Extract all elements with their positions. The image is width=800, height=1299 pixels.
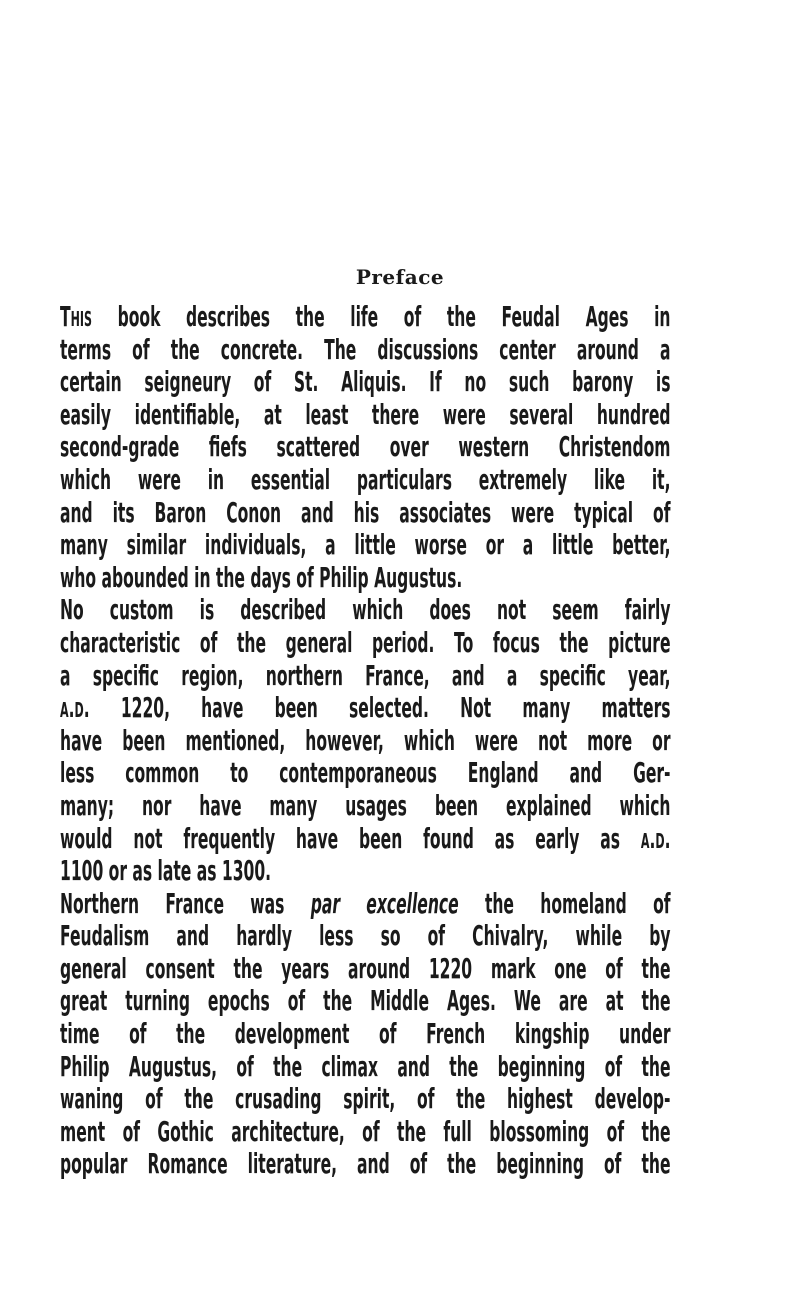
text-line: ment of Gothic architecture, of the full blossoming of the	[60, 1114, 671, 1148]
text-line: less common to contemporaneous England and Ger-	[60, 756, 671, 790]
text-line: popular Romance literature, and of the beginning of the	[60, 1147, 671, 1181]
text-line: terms of the concrete. The discussions center around a	[60, 332, 671, 366]
preface-body	[60, 301, 671, 1181]
text-line: No custom is described which does not seem fairly	[60, 593, 671, 627]
text-line: a specific region, northern France, and a specific year,	[60, 658, 671, 692]
text-line: a.d. 1220, have been selected. Not many matters	[60, 691, 671, 725]
text-line: which were in essential particulars extremely like it,	[60, 462, 671, 496]
text-line: waning of the crusading spirit, of the highest develop-	[60, 1082, 671, 1116]
text-line: Philip Augustus, of the climax and the beginning of the	[60, 1049, 671, 1083]
text-line: 1100 or as late as 1300.	[60, 854, 272, 888]
text-line: time of the development of French kingship under	[60, 1017, 671, 1051]
text-line: great turning epochs of the Middle Ages. We are at the	[60, 984, 671, 1018]
text-line: would not frequently have been found as early as a.d.	[60, 821, 671, 855]
text-line: characteristic of the general period. To focus the picture	[60, 625, 671, 659]
text-line: easily identifiable, at least there were several hundred	[60, 397, 671, 431]
text-line: This book describes the life of the Feudal Ages in	[60, 300, 671, 333]
text-line: Feudalism and hardly less so of Chivalry, while by	[60, 919, 671, 953]
text-line: and its Baron Conon and his associates were typical of	[60, 495, 671, 529]
text-line: second-grade fiefs scattered over western Christendom	[60, 430, 671, 464]
text-line: certain seigneury of St. Aliquis. If no such barony is	[60, 365, 671, 399]
text-line: have been mentioned, however, which were not more or	[60, 723, 671, 757]
text-line: who abounded in the days of Philip Augustus.	[60, 560, 463, 594]
text-line: general consent the years around 1220 mark one of the	[60, 951, 671, 985]
page-title: Preface	[355, 265, 445, 289]
text-line: many; nor have many usages been explained which	[60, 788, 671, 822]
text-line: Northern France was par excellence the homeland of	[60, 886, 671, 920]
text-line: many similar individuals, a little worse or a little better,	[60, 528, 671, 562]
